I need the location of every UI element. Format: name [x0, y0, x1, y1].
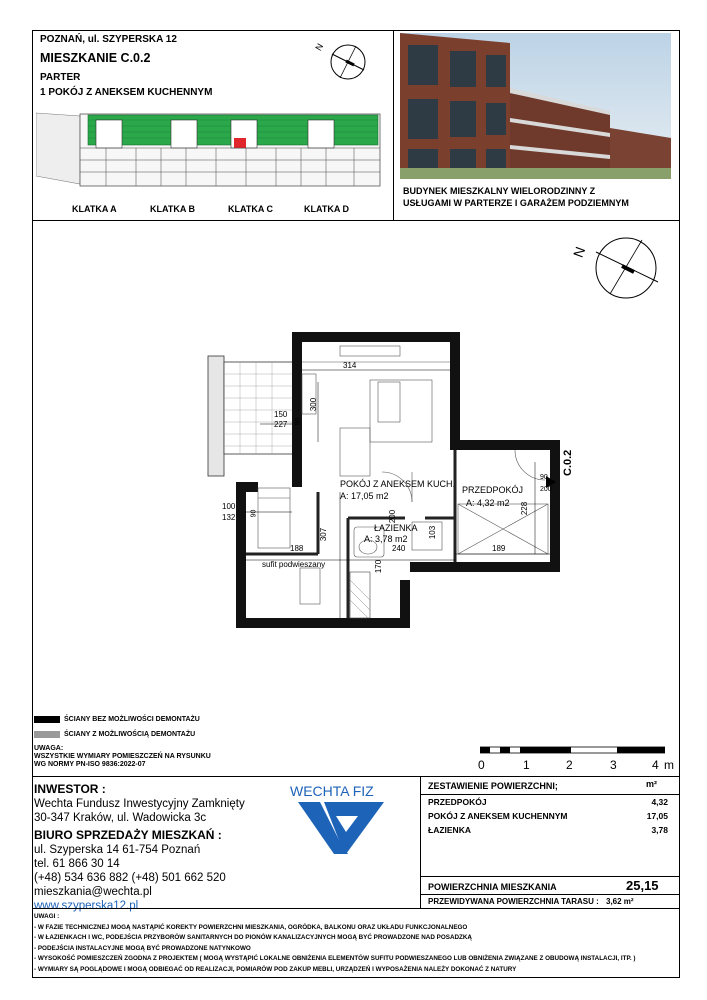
dim-90-kitchen: 90 — [250, 509, 258, 518]
dim-150: 150 — [274, 410, 288, 419]
summary-row-label: POKÓJ Z ANEKSEM KUCHENNYM — [428, 811, 568, 821]
remarks-line: - WYMIARY SĄ POGLĄDOWE I MOGĄ ODBIEGAĆ OD REALIZACJI, POMIARÓW POD ZAKUP MEBLI, URZĄDZEŃ I WYPOSAŻENIA NALEŻY DOKONAĆ Z NATURY — [34, 965, 517, 973]
remarks-line: - W FAZIE TECHNICZNEJ MOGĄ NASTĄPIĆ KOREKTY POWIERZCHNI MIESZKANIA, OGRÓDKA, BALKONU ORAZ UKŁADU FUNKCJONALNEGO — [34, 923, 468, 931]
investor-line1: Wechta Fundusz Inwestycyjny Zamknięty — [34, 798, 245, 810]
summary-row — [428, 797, 668, 807]
rooms-label: 1 POKÓJ Z ANEKSEM KUCHENNYM — [40, 87, 213, 98]
sales-email[interactable]: mieszkania@wechta.pl — [34, 886, 152, 898]
dim-188: 188 — [290, 544, 304, 553]
room-hall-name: PRZEDPOKÓJ — [462, 485, 524, 495]
floor-label: PARTER — [40, 72, 81, 83]
apartment-title: MIESZKANIE C.0.2 — [40, 51, 151, 65]
stairwell-c-label: KLATKA C — [228, 204, 273, 214]
room-bath-area: A: 3,78 m2 — [364, 534, 408, 544]
scale-bar — [480, 744, 665, 756]
brand-logo-icon — [298, 802, 388, 854]
brand-name: WECHTA FIZ — [290, 783, 374, 799]
brand-logo — [298, 802, 388, 859]
scale-tick-2: 2 — [566, 758, 573, 772]
unit-code-label: C.0.2 — [562, 449, 574, 476]
dim-90-terrace: 90 — [294, 417, 302, 426]
stairwell-a-label: KLATKA A — [72, 204, 117, 214]
summary-total-value: 25,15 — [626, 878, 659, 893]
room-main-name: POKÓJ Z ANEKSEM KUCH. — [340, 479, 456, 489]
room-bath-name: ŁAZIENKA — [374, 523, 418, 533]
summary-row — [428, 811, 668, 821]
dim-100: 100 — [222, 502, 236, 511]
dim-307: 307 — [319, 527, 329, 542]
summary-total-top-line — [420, 876, 680, 877]
dim-228: 228 — [520, 501, 530, 516]
summary-total-line — [420, 894, 680, 895]
sales-address: ul. Szyperska 14 61-754 Poznań — [34, 844, 201, 856]
investor-line2: 30-347 Kraków, ul. Wadowicka 3c — [34, 812, 207, 824]
summary-row — [428, 825, 668, 835]
dim-170: 170 — [374, 559, 384, 574]
terrace-value: 3,62 m² — [606, 897, 634, 906]
legend-note-title: UWAGA: — [34, 745, 64, 752]
room-main-area: A: 17,05 m2 — [340, 491, 389, 501]
sales-phone2[interactable]: (+48) 534 636 882 (+48) 501 662 520 — [34, 872, 226, 884]
large-compass — [566, 232, 666, 302]
compass-north-label: N — [569, 244, 589, 260]
stairwell-b-label: KLATKA B — [150, 204, 195, 214]
terrace-label: PRZEWIDYWANA POWIERZCHNIA TARASU : — [428, 897, 599, 906]
remarks-line: - PODEJŚCIA INSTALACYJNE MOGĄ BYĆ PROWADZONE NATYNKOWO — [34, 944, 251, 952]
header-vertical-divider — [393, 30, 394, 220]
dim-227: 227 — [274, 420, 288, 429]
small-compass — [312, 40, 372, 85]
scale-tick-4: 4 — [652, 758, 659, 772]
summary-header-line — [420, 794, 680, 795]
building-caption-line1: BUDYNEK MIESZKALNY WIELORODZINNY Z — [403, 186, 596, 196]
legend-fixed-wall-swatch — [34, 716, 60, 723]
remarks-line: - W ŁAZIENKACH I WC, PODEJŚCIA PRZYBORÓW SANITARNYCH DO PIONÓW KANALIZACYJNYCH MOGĄ BYĆ PROWADZONE NAD POSADZKĄ — [34, 934, 472, 941]
scale-tick-3: 3 — [610, 758, 617, 772]
remarks — [34, 912, 674, 975]
legend-removable-wall-label: ŚCIANY Z MOŻLIWOŚCIĄ DEMONTAŻU — [64, 731, 196, 738]
legend-note-line1: WSZYSTKIE WYMIARY POMIESZCZEŃ NA RYSUNKU — [34, 753, 211, 760]
dim-200-entry: 200 — [540, 486, 552, 493]
remarks-title: UWAGI : — [34, 913, 60, 920]
header-divider — [32, 220, 680, 221]
remarks-line: - WYSOKOŚĆ POMIESZCZEŃ ZGODNA Z PROJEKTEM ( MOGĄ WYSTĄPIĆ LOKALNE OBNIŻENIA ELEMENTÓW SUFITU PODWIESZANEGO LUB OBNIŻENIA ZWIĄZANE Z OBUDOWĄ INSTALACJI, ITP. ) — [34, 955, 636, 962]
suspended-ceiling-label: sufit podwieszany — [262, 560, 326, 569]
legend-fixed-wall-label: ŚCIANY BEZ MOŻLIWOŚCI DEMONTAŻU — [64, 716, 200, 723]
dim-189: 189 — [492, 544, 506, 553]
sales-phone1: tel. 61 866 30 14 — [34, 858, 120, 870]
site-plan — [36, 108, 392, 192]
compass-icon — [566, 232, 666, 302]
legend-note-line2: WG NORMY PN-ISO 9836:2022-07 — [34, 761, 146, 768]
summary-divider — [420, 776, 421, 908]
legend-removable-wall-swatch — [34, 731, 60, 738]
dim-314: 314 — [343, 361, 357, 370]
address-label: POZNAŃ, ul. SZYPERSKA 12 — [40, 34, 177, 45]
building-caption-line2: USŁUGAMI W PARTERZE I GARAŻEM PODZIEMNYM — [403, 198, 629, 208]
remarks-divider — [32, 908, 680, 909]
summary-unit: m² — [646, 779, 657, 789]
building-photo — [400, 33, 671, 179]
summary-title: ZESTAWIENIE POWIERZCHNI; — [428, 781, 558, 791]
scale-tick-1: 1 — [523, 758, 530, 772]
investor-title: INWESTOR : — [34, 782, 106, 796]
dim-200-door: 200 — [388, 509, 398, 524]
summary-total-label: POWIERZCHNIA MIESZKANIA — [428, 882, 557, 892]
compass-north-label: N — [313, 41, 326, 53]
bottom-divider — [32, 776, 680, 777]
dim-90-entry: 90 — [540, 474, 548, 481]
stairwell-d-label: KLATKA D — [304, 204, 349, 214]
summary-row-label: PRZEDPOKÓJ — [428, 797, 487, 807]
dim-300: 300 — [309, 397, 319, 412]
summary-row-value: 4,32 — [651, 797, 668, 807]
room-hall-area: A: 4,32 m2 — [466, 498, 510, 508]
floor-plan — [200, 322, 600, 632]
dim-240: 240 — [392, 544, 406, 553]
sales-title: BIURO SPRZEDAŻY MIESZKAŃ : — [34, 828, 222, 842]
dim-103: 103 — [428, 525, 438, 540]
summary-row-label: ŁAZIENKA — [428, 825, 471, 835]
dim-132: 132 — [222, 513, 236, 522]
summary-row-value: 17,05 — [646, 811, 668, 821]
sales-website[interactable]: www.szyperska12.pl — [34, 900, 139, 912]
scale-tick-0: 0 — [478, 758, 485, 772]
scale-unit: m — [664, 758, 674, 772]
summary-row-value: 3,78 — [651, 825, 668, 835]
